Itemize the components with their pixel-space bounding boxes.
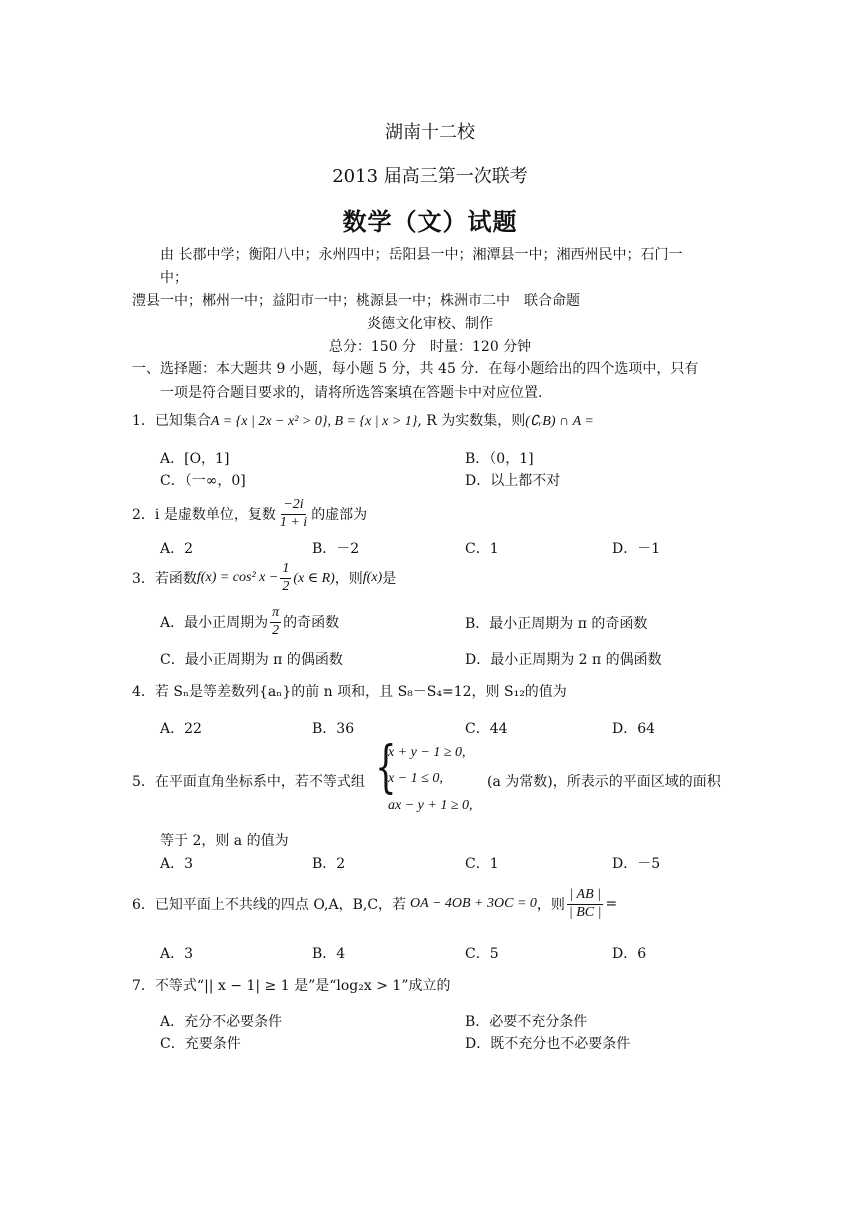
q3-suffix: 是 [382,571,397,587]
q1-mid: , R 为实数集，则 [417,413,526,429]
q1-option-a[interactable]: A．[O，1] [160,451,230,467]
q4-option-a[interactable]: A．22 [160,721,202,737]
q6-suffix: = [605,896,618,912]
page-title: 数学（文）试题 [342,207,518,236]
school-name: 湖南十二校 [385,122,475,143]
q1-option-c[interactable]: C．（一∞，0] [160,473,246,489]
q5-inequality-2: x − 1 ≤ 0, [388,771,443,786]
q3-option-d[interactable]: D．最小正周期为 2 π 的偶函数 [465,652,662,668]
question-3 [132,558,396,598]
q6-vector-equation: OA − 4OB + 3OC = 0 [410,896,537,911]
q1-expression-2: (∁ᵣB) ∩ A = [525,414,594,429]
q3-option-c[interactable]: C．最小正周期为 π 的偶函数 [160,652,343,668]
q6-prefix: 6．已知平面上不共线的四点 O,A，B,C，若 [132,897,407,913]
q2-numerator: −2i [281,497,305,514]
q4-option-d[interactable]: D．64 [612,721,656,737]
section-heading-line-1: 一、选择题：本大题共 9 小题，每小题 5 分，共 45 分．在每小题给出的四个选项中，只有 [132,361,699,377]
q3-option-b[interactable]: B．最小正周期为 π 的奇函数 [465,616,648,632]
q1-option-d[interactable]: D．以上都不对 [465,473,561,489]
q5-inequality-1: x + y − 1 ≥ 0, [388,745,466,760]
organizer-line-2: 澧县一中；郴州一中；益阳市一中；桃源县一中；株洲市二中 联合命题 [132,293,580,309]
q6-option-c[interactable]: C．5 [465,946,499,962]
q5-inequality-3: ax − y + 1 ≥ 0, [388,798,473,813]
q4-option-b[interactable]: B．36 [312,721,355,737]
q3-option-a[interactable] [160,602,339,642]
organizer-line-3: 炎德文化审校、制作 [367,316,493,332]
q3-numerator: 1 [280,561,291,578]
q7-option-c[interactable]: C．充要条件 [160,1036,241,1052]
q4-option-c[interactable]: C．44 [465,721,508,737]
q5-option-c[interactable]: C．1 [465,856,499,872]
q2-fraction [278,497,309,530]
q7-option-b[interactable]: B．必要不充分条件 [465,1014,588,1030]
q2-option-c[interactable]: C．1 [465,541,499,557]
q5-brace: { [375,735,397,800]
q3-expression: f(x) = cos² x − [196,570,279,585]
question-1 [132,410,594,430]
q2-prefix: 2．i 是虚数单位，复数 [132,507,276,523]
q3-domain: (x ∈ R) [293,570,335,586]
q3-a-numerator: π [270,605,281,622]
q5-option-b[interactable]: B．2 [312,856,346,872]
q2-denominator: 1 + i [279,514,308,530]
q6-fraction [567,887,604,920]
q3-a-denominator: 2 [272,622,280,638]
exam-name: 2013 届高三第一次联考 [332,166,528,187]
q2-option-b[interactable]: B．－2 [312,541,360,557]
q5-option-a[interactable]: A．3 [160,856,194,872]
q3-a-fraction [270,605,281,638]
q5-continuation: 等于 2，则 a 的值为 [160,833,289,849]
q6-denominator: | BC | [568,904,602,920]
q5-prefix: 5．在平面直角坐标系中，若不等式组 [132,774,365,790]
q6-numerator: | AB | [567,887,603,904]
q6-option-b[interactable]: B．4 [312,946,346,962]
q3-fx: f(x) [362,570,383,585]
question-2 [132,494,367,534]
organizer-line-1: 由 长郡中学；衡阳八中；永州四中；岳阳县一中；湘潭县一中；湘西州民中；石门一 [160,247,683,263]
q3-fraction [280,561,291,594]
q5-suffix: (a 为常数)，所表示的平面区域的面积 [487,774,721,790]
q3-a-suffix: 的奇函数 [283,615,340,631]
q6-option-a[interactable]: A．3 [160,946,194,962]
q5-option-d[interactable]: D．－5 [612,856,661,872]
q2-option-d[interactable]: D．－1 [612,541,661,557]
section-heading-line-2: 一项是符合题目要求的，请将所选答案填在答题卡中对应位置. [160,385,543,401]
q2-option-a[interactable]: A．2 [160,541,194,557]
q6-option-d[interactable]: D．6 [612,946,647,962]
q1-prefix: 1．已知集合 [132,413,211,429]
q3-a-prefix: A．最小正周期为 [160,615,269,631]
q7-option-a[interactable]: A．充分不必要条件 [160,1014,283,1030]
score-time: 总分：150 分 时量：120 分钟 [328,339,532,355]
question-7: 7．不等式“|| x − 1| ≥ 1 是”是“log₂x > 1”成立的 [132,978,451,994]
question-4: 4．若 Sₙ是等差数列{aₙ}的前 n 项和，且 S₈－S₄=12，则 S₁₂的值为 [132,684,567,700]
q1-expression: A = {x | 2x − x² > 0}, B = {x | x > 1} [210,414,418,429]
question-6 [132,882,617,926]
q3-mid: ，则 [334,571,363,587]
q7-option-d[interactable]: D．既不充分也不必要条件 [465,1036,631,1052]
q1-option-b[interactable]: B．（0，1] [465,451,534,467]
organizer-line-1b: 中； [160,270,188,286]
q3-prefix: 3．若函数 [132,571,197,587]
q6-mid: ，则 [536,897,565,913]
q3-denominator: 2 [282,578,290,594]
q2-suffix: 的虚部为 [311,507,368,523]
